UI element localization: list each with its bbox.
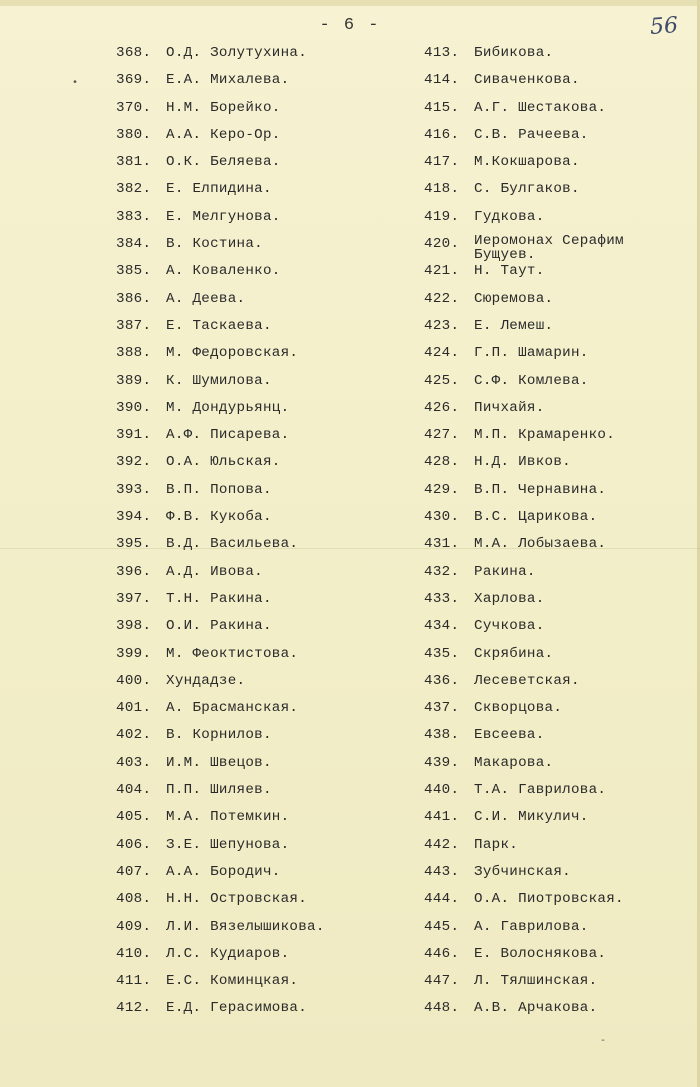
- entry-name: Е. Лемеш.: [474, 317, 554, 334]
- entry-number: 418.: [424, 181, 460, 198]
- entry-name: А.А. Керо-Ор.: [166, 126, 281, 143]
- entry-number: 441.: [424, 809, 460, 826]
- entry-number: 370.: [116, 99, 152, 116]
- entry-name: О.Д. Золутухина.: [166, 45, 308, 61]
- entry-name: О.К. Беляева.: [166, 154, 281, 171]
- list-entry: [116, 971, 416, 998]
- entry-name: Е. Волоснякова.: [474, 945, 607, 962]
- entry-number: 427.: [424, 427, 460, 444]
- entry-name: К. Шумилова.: [166, 372, 272, 389]
- list-entry: [424, 179, 689, 206]
- entry-number: 401.: [116, 700, 152, 717]
- entry-number: 420.: [424, 236, 460, 253]
- entry-name: Скрябина.: [474, 645, 554, 662]
- list-entry: [116, 234, 416, 261]
- list-entry: [116, 671, 416, 698]
- list-entry: [116, 753, 416, 780]
- entry-name: А.Д. Ивова.: [166, 563, 263, 580]
- entry-number: 368.: [116, 45, 152, 61]
- entry-number: 421.: [424, 263, 460, 280]
- list-entry: [424, 753, 689, 780]
- entry-number: 430.: [424, 509, 460, 526]
- entry-name: А.Ф. Писарева.: [166, 427, 290, 444]
- entry-name: В.П. Попова.: [166, 481, 272, 498]
- entry-number: 419.: [424, 208, 460, 225]
- list-entry: [424, 807, 689, 834]
- list-entry: [424, 125, 689, 152]
- entry-number: 386.: [116, 290, 152, 307]
- list-entry: [116, 917, 416, 944]
- list-entry: [116, 343, 416, 370]
- list-entry: [116, 179, 416, 206]
- entry-name: Г.П. Шамарин.: [474, 345, 589, 362]
- entry-number: 407.: [116, 863, 152, 880]
- entry-name: М. Дондурьянц.: [166, 399, 290, 416]
- list-entry: [424, 835, 689, 862]
- entry-name: А. Гаврилова.: [474, 918, 589, 935]
- entry-name: Хундадзе.: [166, 672, 246, 689]
- list-entry: [116, 125, 416, 152]
- handwritten-sheet-number: 56: [649, 13, 679, 40]
- entry-name: Н.Д. Ивков.: [474, 454, 571, 471]
- list-entry: [116, 944, 416, 971]
- list-entry: [116, 207, 416, 234]
- list-entry: [424, 289, 689, 316]
- entry-number: 412.: [116, 1000, 152, 1017]
- entry-number: 382.: [116, 181, 152, 198]
- list-entry: [116, 725, 416, 752]
- list-entry: [116, 644, 416, 671]
- list-entry: [116, 452, 416, 479]
- list-entry: [424, 616, 689, 643]
- entry-number: 432.: [424, 563, 460, 580]
- entry-number: 391.: [116, 427, 152, 444]
- list-entry: [424, 233, 689, 264]
- entry-name: П.П. Шиляев.: [166, 782, 272, 799]
- entry-name: Е.А. Михалева.: [166, 72, 290, 89]
- entry-number: 396.: [116, 563, 152, 580]
- entry-number: 428.: [424, 454, 460, 471]
- entry-name: Гудкова.: [474, 208, 545, 225]
- entry-name: Л.С. Кудиаров.: [166, 945, 290, 962]
- entry-number: 423.: [424, 317, 460, 334]
- entry-name: Харлова.: [474, 590, 545, 607]
- entry-number: 443.: [424, 863, 460, 880]
- entry-name: Лесеветская.: [474, 672, 580, 689]
- page-number: - 6 -: [319, 16, 381, 35]
- entry-name: А. Брасманская.: [166, 700, 299, 717]
- list-entry: [424, 562, 689, 589]
- list-entry: [424, 889, 689, 916]
- entry-number: 422.: [424, 290, 460, 307]
- ink-mark: -: [600, 1036, 607, 1047]
- entry-name: З.Е. Шепунова.: [166, 836, 290, 853]
- list-entry: [424, 644, 689, 671]
- entry-name: О.А. Юльская.: [166, 454, 281, 471]
- list-entry: [424, 780, 689, 807]
- entry-name: Л.И. Вязелышикова.: [166, 918, 325, 935]
- entry-number: 405.: [116, 809, 152, 826]
- entry-name: А.В. Арчакова.: [474, 1000, 598, 1017]
- entry-number: 413.: [424, 45, 460, 61]
- entry-number: 410.: [116, 945, 152, 962]
- entry-name: Парк.: [474, 836, 519, 853]
- entry-number: 435.: [424, 645, 460, 662]
- entry-name: Е. Мелгунова.: [166, 208, 281, 225]
- entry-name: Сиваченкова.: [474, 72, 580, 89]
- entry-name: А. Деева.: [166, 290, 246, 307]
- entry-name: М.А. Потемкин.: [166, 809, 290, 826]
- list-entry: [424, 152, 689, 179]
- list-entry: [116, 780, 416, 807]
- entry-name: Сюремова.: [474, 290, 554, 307]
- list-entry: [116, 507, 416, 534]
- entry-name: В. Костина.: [166, 236, 263, 253]
- entry-number: 440.: [424, 782, 460, 799]
- entry-name: М.А. Лобызаева.: [474, 536, 607, 553]
- entry-name: Бибикова.: [474, 45, 554, 61]
- list-entry: [116, 152, 416, 179]
- list-entry: [116, 480, 416, 507]
- entry-number: 398.: [116, 618, 152, 635]
- list-entry: [116, 371, 416, 398]
- entry-number: 388.: [116, 345, 152, 362]
- list-entry: [424, 425, 689, 452]
- list-entry: [424, 261, 689, 288]
- entry-number: 383.: [116, 208, 152, 225]
- entry-name: Л. Тялшинская.: [474, 973, 598, 990]
- entry-number: 437.: [424, 700, 460, 717]
- list-entry: [116, 534, 416, 561]
- entry-name: А.Г. Шестакова.: [474, 99, 607, 116]
- entry-number: 415.: [424, 99, 460, 116]
- entry-number: 438.: [424, 727, 460, 744]
- list-entry: [424, 316, 689, 343]
- entry-name: Ракина.: [474, 563, 536, 580]
- list-entry: [424, 698, 689, 725]
- entry-number: 446.: [424, 945, 460, 962]
- list-entry: [424, 917, 689, 944]
- entry-number: 439.: [424, 754, 460, 771]
- ink-mark: •: [72, 78, 79, 89]
- entry-number: 434.: [424, 618, 460, 635]
- entry-name: В.Д. Васильева.: [166, 536, 299, 553]
- list-entry: [424, 671, 689, 698]
- entry-name: И.М. Швецов.: [166, 754, 272, 771]
- entry-name: А. Коваленко.: [166, 263, 281, 280]
- page-top-edge: [0, 0, 700, 6]
- entry-number: 436.: [424, 672, 460, 689]
- entry-number: 395.: [116, 536, 152, 553]
- list-entry: [424, 998, 689, 1025]
- list-entry: [116, 807, 416, 834]
- entry-name: С.И. Микулич.: [474, 809, 589, 826]
- entry-name: Зубчинская.: [474, 863, 571, 880]
- entry-number: 416.: [424, 126, 460, 143]
- entry-name: Макарова.: [474, 754, 554, 771]
- entry-number: 397.: [116, 590, 152, 607]
- list-entry: [116, 98, 416, 125]
- list-entry: [424, 862, 689, 889]
- entry-name: Е. Елпидина.: [166, 181, 272, 198]
- entry-number: 448.: [424, 1000, 460, 1017]
- entry-name: А.А. Бородич.: [166, 863, 281, 880]
- entry-name: Сучкова.: [474, 618, 545, 635]
- entry-name: М. Федоровская.: [166, 345, 299, 362]
- list-entry: [424, 343, 689, 370]
- entry-number: 408.: [116, 891, 152, 908]
- entry-name: Т.А. Гаврилова.: [474, 782, 607, 799]
- entry-number: 429.: [424, 481, 460, 498]
- entry-name: Евсеева.: [474, 727, 545, 744]
- list-entry: [424, 534, 689, 561]
- entry-name: В. Корнилов.: [166, 727, 272, 744]
- entry-number: 400.: [116, 672, 152, 689]
- entry-number: 381.: [116, 154, 152, 171]
- list-entry: [424, 452, 689, 479]
- entry-number: 403.: [116, 754, 152, 771]
- list-entry: [116, 889, 416, 916]
- list-entry: [424, 725, 689, 752]
- entry-number: 445.: [424, 918, 460, 935]
- entry-number: 447.: [424, 973, 460, 990]
- list-entry: [116, 261, 416, 288]
- entry-number: 387.: [116, 317, 152, 334]
- entry-name: Н.М. Борейко.: [166, 99, 281, 116]
- entry-number: 402.: [116, 727, 152, 744]
- list-entry: [424, 398, 689, 425]
- list-entry: [116, 998, 416, 1025]
- entry-number: 414.: [424, 72, 460, 89]
- list-entry: [424, 70, 689, 97]
- entry-number: 417.: [424, 154, 460, 171]
- list-entry: [116, 425, 416, 452]
- entry-number: 399.: [116, 645, 152, 662]
- entry-number: 444.: [424, 891, 460, 908]
- entry-number: 433.: [424, 590, 460, 607]
- list-entry: [116, 43, 416, 70]
- entry-number: 411.: [116, 973, 152, 990]
- entry-number: 424.: [424, 345, 460, 362]
- entry-number: 385.: [116, 263, 152, 280]
- list-entry: [424, 971, 689, 998]
- list-entry: [424, 207, 689, 234]
- right-column-list: [424, 43, 689, 1026]
- list-entry: [116, 698, 416, 725]
- entry-number: 425.: [424, 372, 460, 389]
- entry-number: 393.: [116, 481, 152, 498]
- entry-name: В.С. Царикова.: [474, 509, 598, 526]
- entry-name: М.П. Крамаренко.: [474, 427, 616, 444]
- entry-number: 384.: [116, 236, 152, 253]
- entry-number: 369.: [116, 72, 152, 89]
- entry-number: 404.: [116, 782, 152, 799]
- list-entry: [116, 862, 416, 889]
- list-entry: [424, 944, 689, 971]
- list-entry: [424, 98, 689, 125]
- list-entry: [116, 835, 416, 862]
- entry-name: Пичхайя.: [474, 399, 545, 416]
- entry-number: 431.: [424, 536, 460, 553]
- entry-name: Е.Д. Герасимова.: [166, 1000, 308, 1017]
- list-entry: [424, 371, 689, 398]
- entry-name: Е. Таскаева.: [166, 317, 272, 334]
- entry-name: Т.Н. Ракина.: [166, 590, 272, 607]
- entry-name: О.А. Пиотровская.: [474, 891, 624, 908]
- list-entry: [116, 70, 416, 97]
- list-entry: [116, 316, 416, 343]
- list-entry: [116, 616, 416, 643]
- entry-number: 409.: [116, 918, 152, 935]
- entry-number: 392.: [116, 454, 152, 471]
- entry-name: М. Феоктистова.: [166, 645, 299, 662]
- entry-number: 389.: [116, 372, 152, 389]
- list-entry: [424, 480, 689, 507]
- entry-number: 394.: [116, 509, 152, 526]
- entry-name: Скворцова.: [474, 700, 563, 717]
- entry-name: М.Кокшарова.: [474, 154, 580, 171]
- entry-number: 390.: [116, 399, 152, 416]
- entry-number: 442.: [424, 836, 460, 853]
- list-entry: [116, 589, 416, 616]
- entry-name: Е.С. Коминцкая.: [166, 973, 299, 990]
- list-entry: [116, 398, 416, 425]
- list-entry: [424, 43, 689, 70]
- entry-name: В.П. Чернавина.: [474, 481, 607, 498]
- list-entry: [116, 289, 416, 316]
- entry-number: 406.: [116, 836, 152, 853]
- entry-number: 380.: [116, 126, 152, 143]
- list-entry: [116, 562, 416, 589]
- entry-name: Иеромонах Серафим Бущуев.: [474, 233, 624, 264]
- list-entry: [424, 589, 689, 616]
- entry-name: Н.Н. Островская.: [166, 891, 308, 908]
- entry-name: С. Булгаков.: [474, 181, 580, 198]
- entry-name: Ф.В. Кукоба.: [166, 509, 272, 526]
- left-column-list: [116, 43, 416, 1026]
- list-entry: [424, 507, 689, 534]
- entry-name: С.В. Рачеева.: [474, 126, 589, 143]
- entry-name: Н. Таут.: [474, 263, 545, 280]
- entry-name: С.Ф. Комлева.: [474, 372, 589, 389]
- entry-number: 426.: [424, 399, 460, 416]
- entry-name: О.И. Ракина.: [166, 618, 272, 635]
